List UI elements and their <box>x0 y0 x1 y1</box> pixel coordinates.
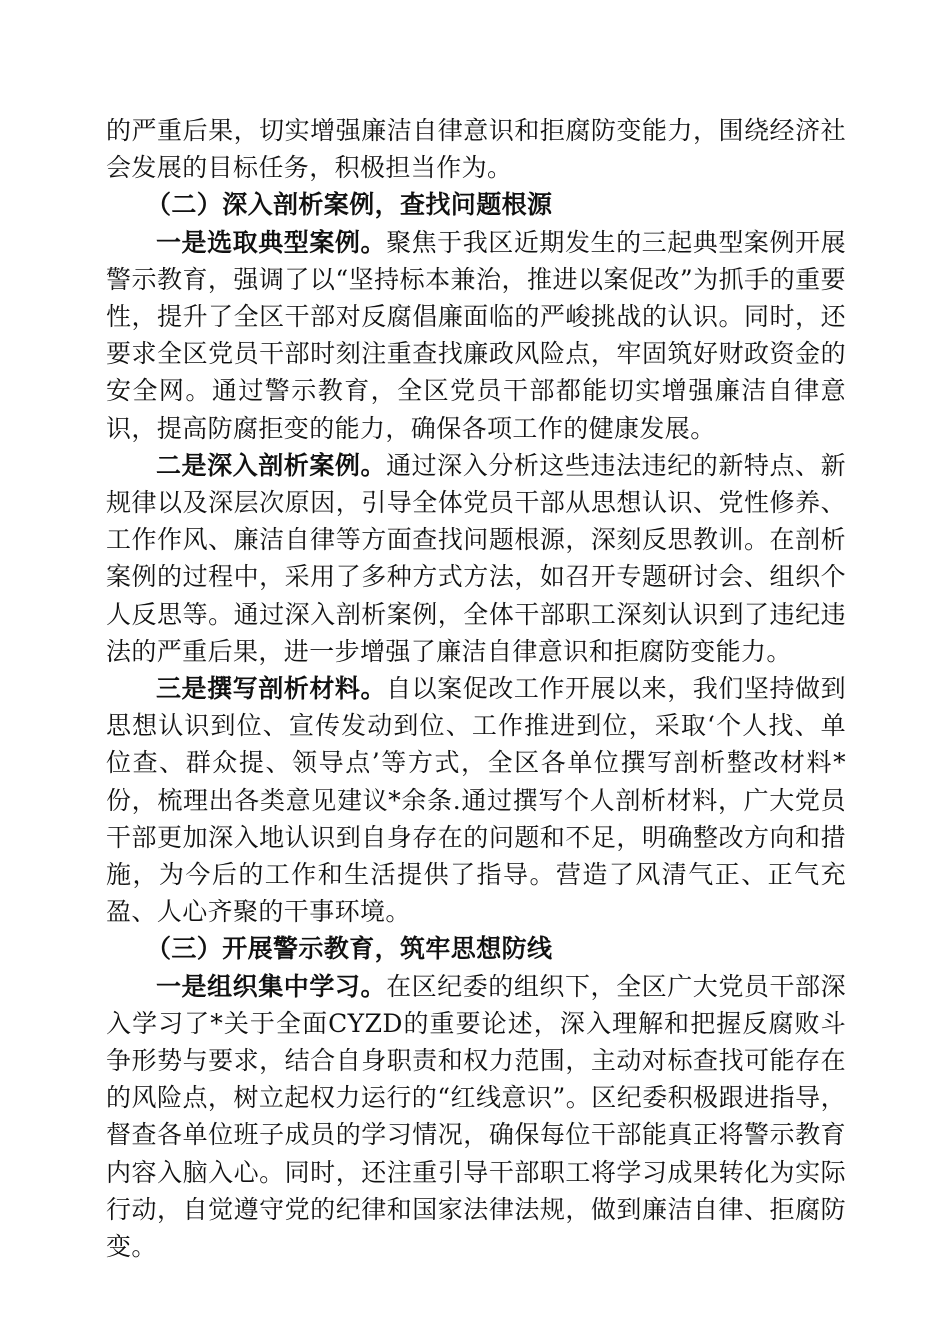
paragraph-group-study <box>106 968 846 1266</box>
paragraph-lead: 二是深入剖析案例。 <box>156 450 387 480</box>
section-heading-2: （二）深入剖析案例，查找问题根源 <box>146 190 553 220</box>
paragraph-body: 通过深入分析这些违法违纪的新特点、新规律以及深层次原因，引导全体党员干部从思想认识、党性修养、工作作风、廉洁自律等方面查找问题根源，深刻反思教训。在剖析案例的过程中，采用了多种方式方法，如召开专题研讨会、组织个人反思等。通过深入剖析案例，全体干部职工深刻认识到了违纪违法的严重后果，进一步增强了廉洁自律意识和拒腐防变能力。 <box>106 450 847 666</box>
paragraph-body: 自以案促改工作开展以来，我们坚持做到思想认识到位、宣传发动到位、工作推进到位，采取‘个人找、单位查、群众提、领导点’等方式，全区各单位撰写剖析整改材料*份，梳理出各类意见建议*余条.通过撰写个人剖析材料，广大党员干部更加深入地认识到自身存在的问题和不足，明确整改方向和措施，为今后的工作和生活提供了指导。营造了风清气正、正气充盈、人心齐聚的干事环境。 <box>106 674 847 927</box>
paragraph-lead: 一是组织集中学习。 <box>156 971 387 1001</box>
paragraph-write-materials <box>106 670 846 930</box>
document-page <box>106 112 846 1265</box>
section-heading-3: （三）开展警示教育，筑牢思想防线 <box>146 934 553 964</box>
paragraph-continuation: 的严重后果，切实增强廉洁自律意识和拒腐防变能力，围绕经济社会发展的目标任务，积极担当作为。 <box>106 116 846 183</box>
paragraph-lead: 三是撰写剖析材料。 <box>156 674 387 704</box>
paragraph-body: 聚焦于我区近期发生的三起典型案例开展警示教育，强调了以“坚持标本兼治，推进以案促改”为抓手的重要性，提升了全区干部对反腐倡廉面临的严峻挑战的认识。同时，还要求全区党员干部时刻注重查找廉政风险点，牢固筑好财政资金的安全网。通过警示教育，全区党员干部都能切实增强廉洁自律意识，提高防腐拒变的能力，确保各项工作的健康发展。 <box>106 227 847 443</box>
paragraph-lead: 一是选取典型案例。 <box>156 227 387 257</box>
paragraph-analyze-cases <box>106 447 846 670</box>
paragraph-select-cases <box>106 224 846 447</box>
paragraph-body: 在区纪委的组织下，全区广大党员干部深入学习了*关于全面CYZD的重要论述，深入理解和把握反腐败斗争形势与要求，结合自身职责和权力范围，主动对标查找可能存在的风险点，树立起权力运行的“红线意识”。区纪委积极跟进指导，督查各单位班子成员的学习情况，确保每位干部能真正将警示教育内容入脑入心。同时，还注重引导干部职工将学习成果转化为实际行动，自觉遵守党的纪律和国家法律法规，做到廉洁自律、拒腐防变。 <box>106 971 847 1262</box>
